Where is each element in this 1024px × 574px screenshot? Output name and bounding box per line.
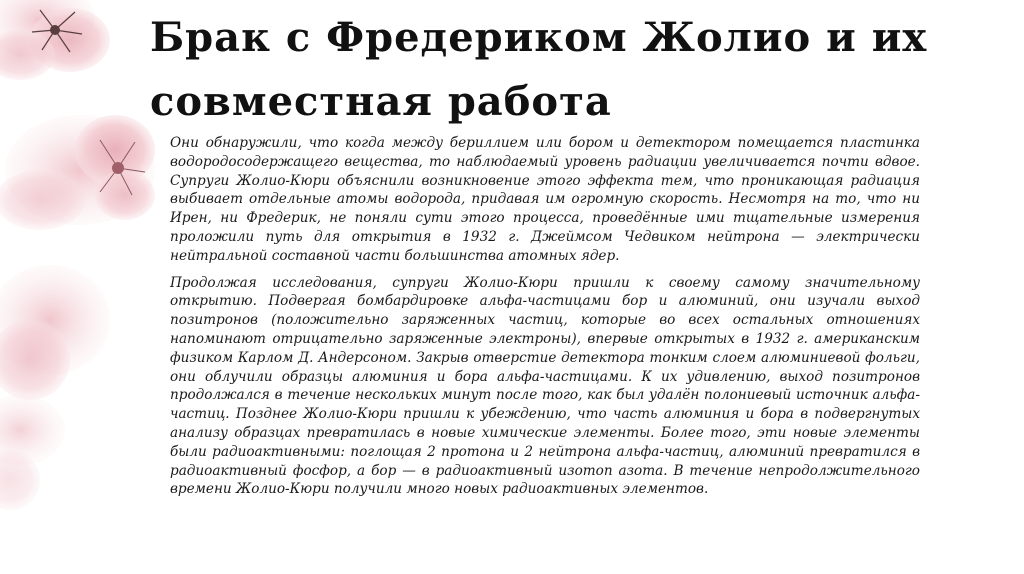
middle-flower-icon <box>0 115 155 230</box>
slide-title: Брак с Фредериком Жолио и их совместная работа <box>150 14 928 125</box>
lower-flower-icon <box>0 265 110 510</box>
paragraph-1: Они обнаружили, что когда между бериллием или бором и детектором помещается пластинка водородосодержащего вещества, то наблюдаемый уровень радиации увеличивается почти вдвое. Супруги Жолио-Кюри объяснили возникновение этого эффекта тем, что проникающая радиация выбивает отдельные атомы водорода, придавая им огромную скорость. Несмотря на то, что ни Ирен, ни Фредерик, не поняли сути этого процесса, проведённые ими тщательные измерения проложили путь для открытия в 1932 г. Джеймсом Чедвиком нейтрона — электрически нейтральной составной части большинства атомных ядер. <box>170 135 920 264</box>
slide-body <box>170 134 920 507</box>
top-flower-icon <box>0 0 110 80</box>
paragraph-2: Продолжая исследования, супруги Жолио-Кюри пришли к своему самому значительному открытию. Подвергая бомбардировке альфа-частицами бор и алюминий, они изучали выход позитронов (положительно заряженных частиц, которые во всех остальных отношениях напоминают отрицательно заряженные электроны), впервые открытых в 1932 г. американским физиком Карлом Д. Андерсоном. Закрыв отверстие детектора тонким слоем алюминиевой фольги, они облучили образцы алюминия и бора альфа-частицами. К их удивлению, выход позитронов продолжался в течение нескольких минут после того, как был удалён полониевый источник альфа-частиц. Позднее Жолио-Кюри пришли к убеждению, что часть алюминия и бора в подвергнутых анализу образцах превратилась в новые химические элементы. Более того, эти новые элементы были радиоактивными: поглощая 2 протона и 2 нейтрона альфа-частиц, алюминий превратился в радиоактивный фосфор, а бор — в радиоактивный изотоп азота. В течение непродолжительного времени Жолио-Кюри получили много новых радиоактивных элементов. <box>170 274 920 498</box>
